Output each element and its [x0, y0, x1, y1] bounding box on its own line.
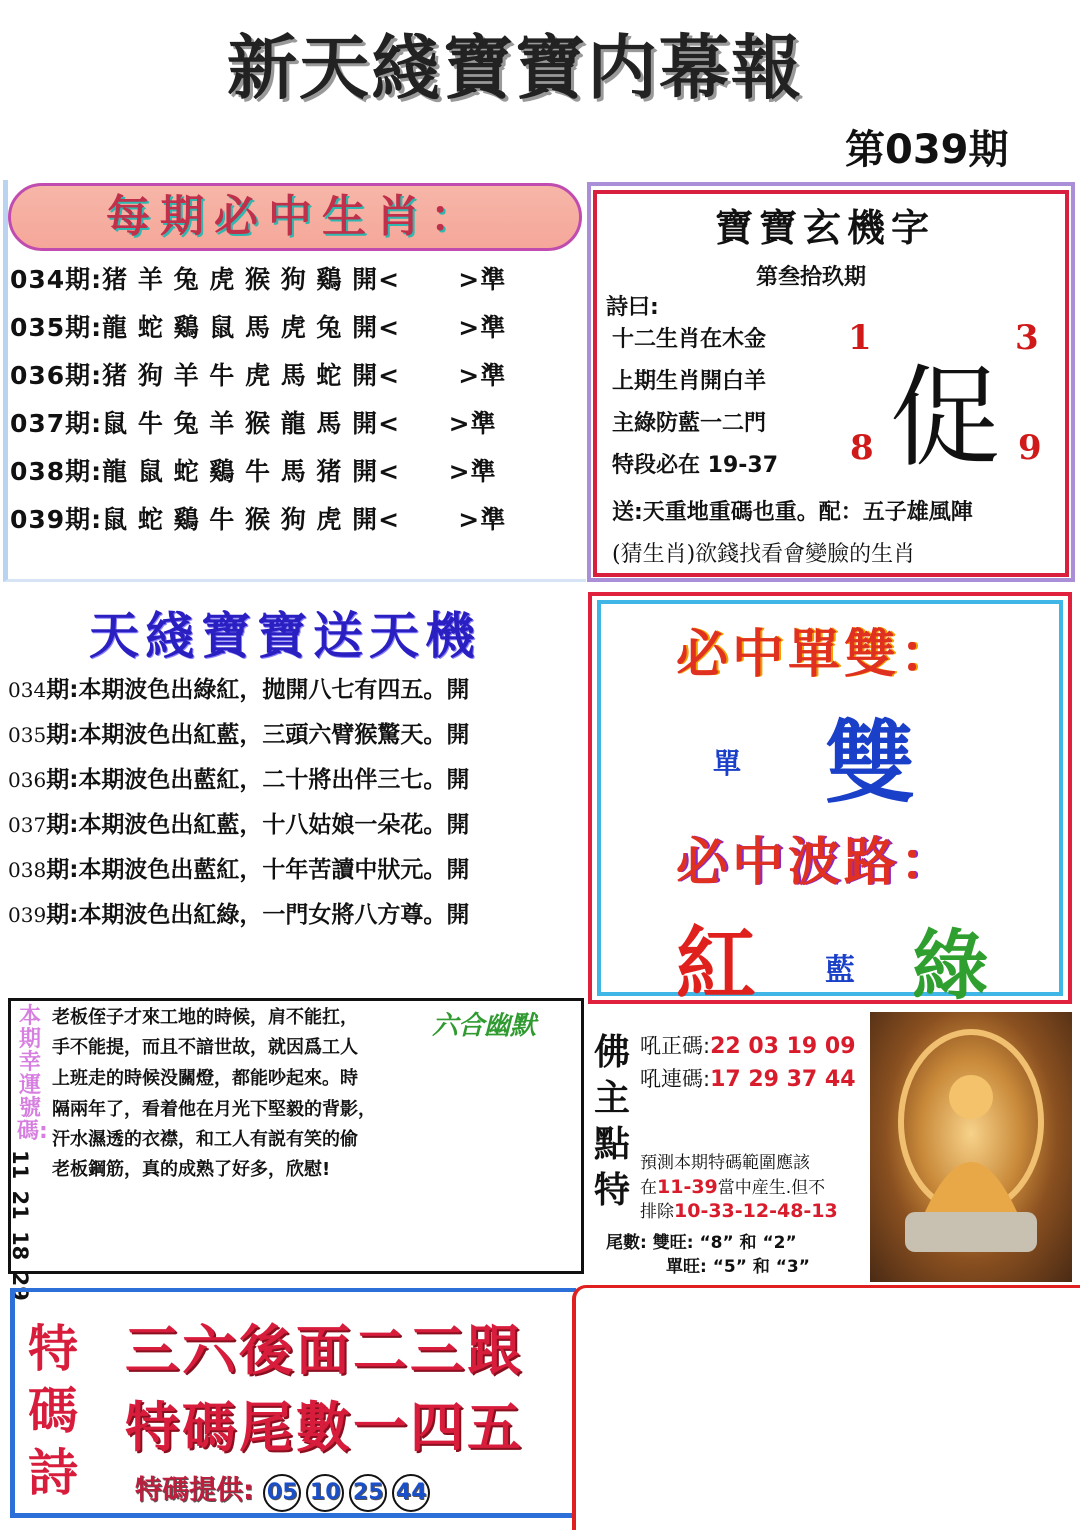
humor-line: 隔兩年了，看着他在月光下堅毅的背影，	[52, 1099, 376, 1120]
lucky-label: 本期幸運號碼:	[17, 1004, 48, 1144]
single-label: 單旺:	[666, 1257, 707, 1277]
poem-line: 特碼尾數一四五	[125, 1396, 524, 1459]
humor-line: 手不能提，而且不諳世故，就因爲工人	[52, 1037, 358, 1058]
tianji-row	[8, 851, 469, 884]
main-numbers-line	[640, 1030, 856, 1060]
row-number: 037	[8, 813, 47, 837]
issue-number: 第039期	[845, 127, 1009, 173]
tianji-title: 天綫寶寶送天機	[89, 607, 481, 665]
link-numbers-line	[640, 1063, 856, 1093]
predict-text: 排除	[640, 1202, 674, 1222]
poem-line: 三六後面二三跟	[125, 1319, 524, 1382]
single-value: “5” 和 “3”	[712, 1257, 810, 1277]
predict-text: 在	[640, 1178, 657, 1198]
row-text: 期:本期波色出藍紅，十年苦讀中狀元。開	[46, 857, 470, 883]
tail-single	[666, 1252, 810, 1277]
predict-exclude: 10-33-12-48-13	[674, 1200, 838, 1222]
humor-line: 汗水濕透的衣襟，和工人有説有笑的偷	[52, 1129, 358, 1150]
riddle-character: 促	[890, 354, 1000, 482]
predict-line: 預測本期特碼範圍應該	[640, 1153, 810, 1173]
number-ball: 05	[263, 1474, 301, 1512]
predict-range: 11-39	[657, 1176, 718, 1198]
corner-number: 8	[850, 428, 874, 468]
zodiac-row: 038期:龍 鼠 蛇 鷄 牛 馬 猪 開< >準	[10, 457, 497, 486]
tail-label: 尾數:	[606, 1233, 647, 1253]
zodiac-row: 036期:猪 狗 羊 牛 虎 馬 蛇 開< >準	[10, 361, 507, 390]
even-answer: 雙	[825, 711, 915, 816]
tianji-row	[8, 716, 469, 749]
humor-title: 六合幽默	[432, 1011, 537, 1041]
row-text: 期:本期波色出紅藍，十八姑娘一朵花。開	[46, 812, 470, 838]
tianji-row	[8, 806, 469, 839]
predict-line	[640, 1173, 825, 1198]
row-number: 034	[8, 678, 47, 702]
corner-number: 3	[1015, 318, 1039, 358]
odd-even-heading: 必中單雙：	[676, 625, 957, 685]
main-label: 吼正碼:	[640, 1034, 711, 1058]
zodiac-row: 034期:猪 羊 兔 虎 猴 狗 鷄 開< >準	[10, 265, 507, 294]
link-label: 吼連碼:	[640, 1067, 711, 1091]
humor-line: 老板鋼筋，真的成熟了好多，欣慰!	[52, 1159, 331, 1180]
riddle-line: 特段必在 19-37	[612, 453, 779, 478]
main-numbers: 22 03 19 09	[710, 1034, 856, 1059]
buddha-figure-icon	[870, 1012, 1072, 1282]
number-ball: 10	[306, 1474, 344, 1512]
row-number: 038	[8, 858, 47, 882]
row-text: 期:本期波色出藍紅，二十將出伴三七。開	[46, 767, 470, 793]
tianji-row	[8, 761, 469, 794]
riddle-gift: 送:天重地重碼也重。配：五子雄風陣	[612, 500, 973, 525]
wave-red: 紅	[676, 918, 756, 1011]
tianji-row	[8, 896, 469, 929]
zodiac-row: 039期:鼠 蛇 鷄 牛 猴 狗 虎 開< >準	[10, 505, 507, 534]
page-title: 新天綫寶寶内幕報	[227, 27, 803, 109]
riddle-line: 十二生肖在木金	[612, 327, 767, 352]
predict-text: 當中産生.但不	[717, 1178, 826, 1198]
row-text: 期:本期波色出綠紅，抛開八七有四五。開	[46, 677, 470, 703]
link-numbers: 17 29 37 44	[710, 1067, 856, 1092]
wave-green: 綠	[912, 921, 988, 1010]
zodiac-row: 035期:龍 蛇 鷄 鼠 馬 虎 兔 開< >準	[10, 313, 507, 342]
provide-row	[135, 1468, 435, 1512]
row-text: 期:本期波色出紅藍，三頭六臂猴驚天。開	[46, 722, 470, 748]
zodiac-row: 037期:鼠 牛 兔 羊 猴 龍 馬 開< >準	[10, 409, 497, 438]
corner-number: 9	[1018, 428, 1042, 468]
wave-blue: 藍	[825, 953, 855, 988]
humor-line: 老板侄子才來工地的時候，肩不能扛，	[52, 1007, 358, 1028]
empty-panel	[572, 1285, 1080, 1530]
poem-label: 詩曰:	[606, 295, 659, 320]
riddle-line: 上期生肖開白羊	[612, 369, 767, 394]
wave-heading: 必中波路：	[676, 833, 957, 893]
poem-label: 特碼詩	[28, 1320, 78, 1502]
odd-label: 單	[713, 747, 742, 780]
buddha-image	[870, 1012, 1072, 1282]
row-number: 039	[8, 903, 47, 927]
riddle-hint: (猜生肖)欲錢找看會變臉的生肖	[612, 542, 916, 567]
predict-line	[640, 1197, 838, 1222]
tail-double	[606, 1228, 797, 1253]
humor-line: 上班走的時候没關燈，都能吵起來。時	[52, 1068, 358, 1089]
lucky-numbers: 11 21 18 29	[8, 1150, 32, 1301]
riddle-line: 主綠防藍一二門	[612, 411, 767, 436]
row-text: 期:本期波色出紅綠，一門女將八方尊。開	[46, 902, 470, 928]
number-ball: 44	[392, 1474, 430, 1512]
zodiac-heading: 每期必中生肖：	[8, 183, 582, 251]
row-number: 036	[8, 768, 47, 792]
number-ball: 25	[349, 1474, 387, 1512]
row-number: 035	[8, 723, 47, 747]
provide-label: 特碼提供:	[135, 1475, 254, 1506]
corner-number: 1	[848, 318, 872, 358]
double-value: “8” 和 “2”	[699, 1233, 797, 1253]
riddle-period: 第叁拾玖期	[756, 265, 867, 290]
tianji-row	[8, 671, 469, 704]
riddle-title: 寶寶玄機字	[715, 206, 936, 250]
buddha-title: 佛主點特	[594, 1032, 631, 1211]
double-label: 雙旺:	[652, 1233, 694, 1253]
